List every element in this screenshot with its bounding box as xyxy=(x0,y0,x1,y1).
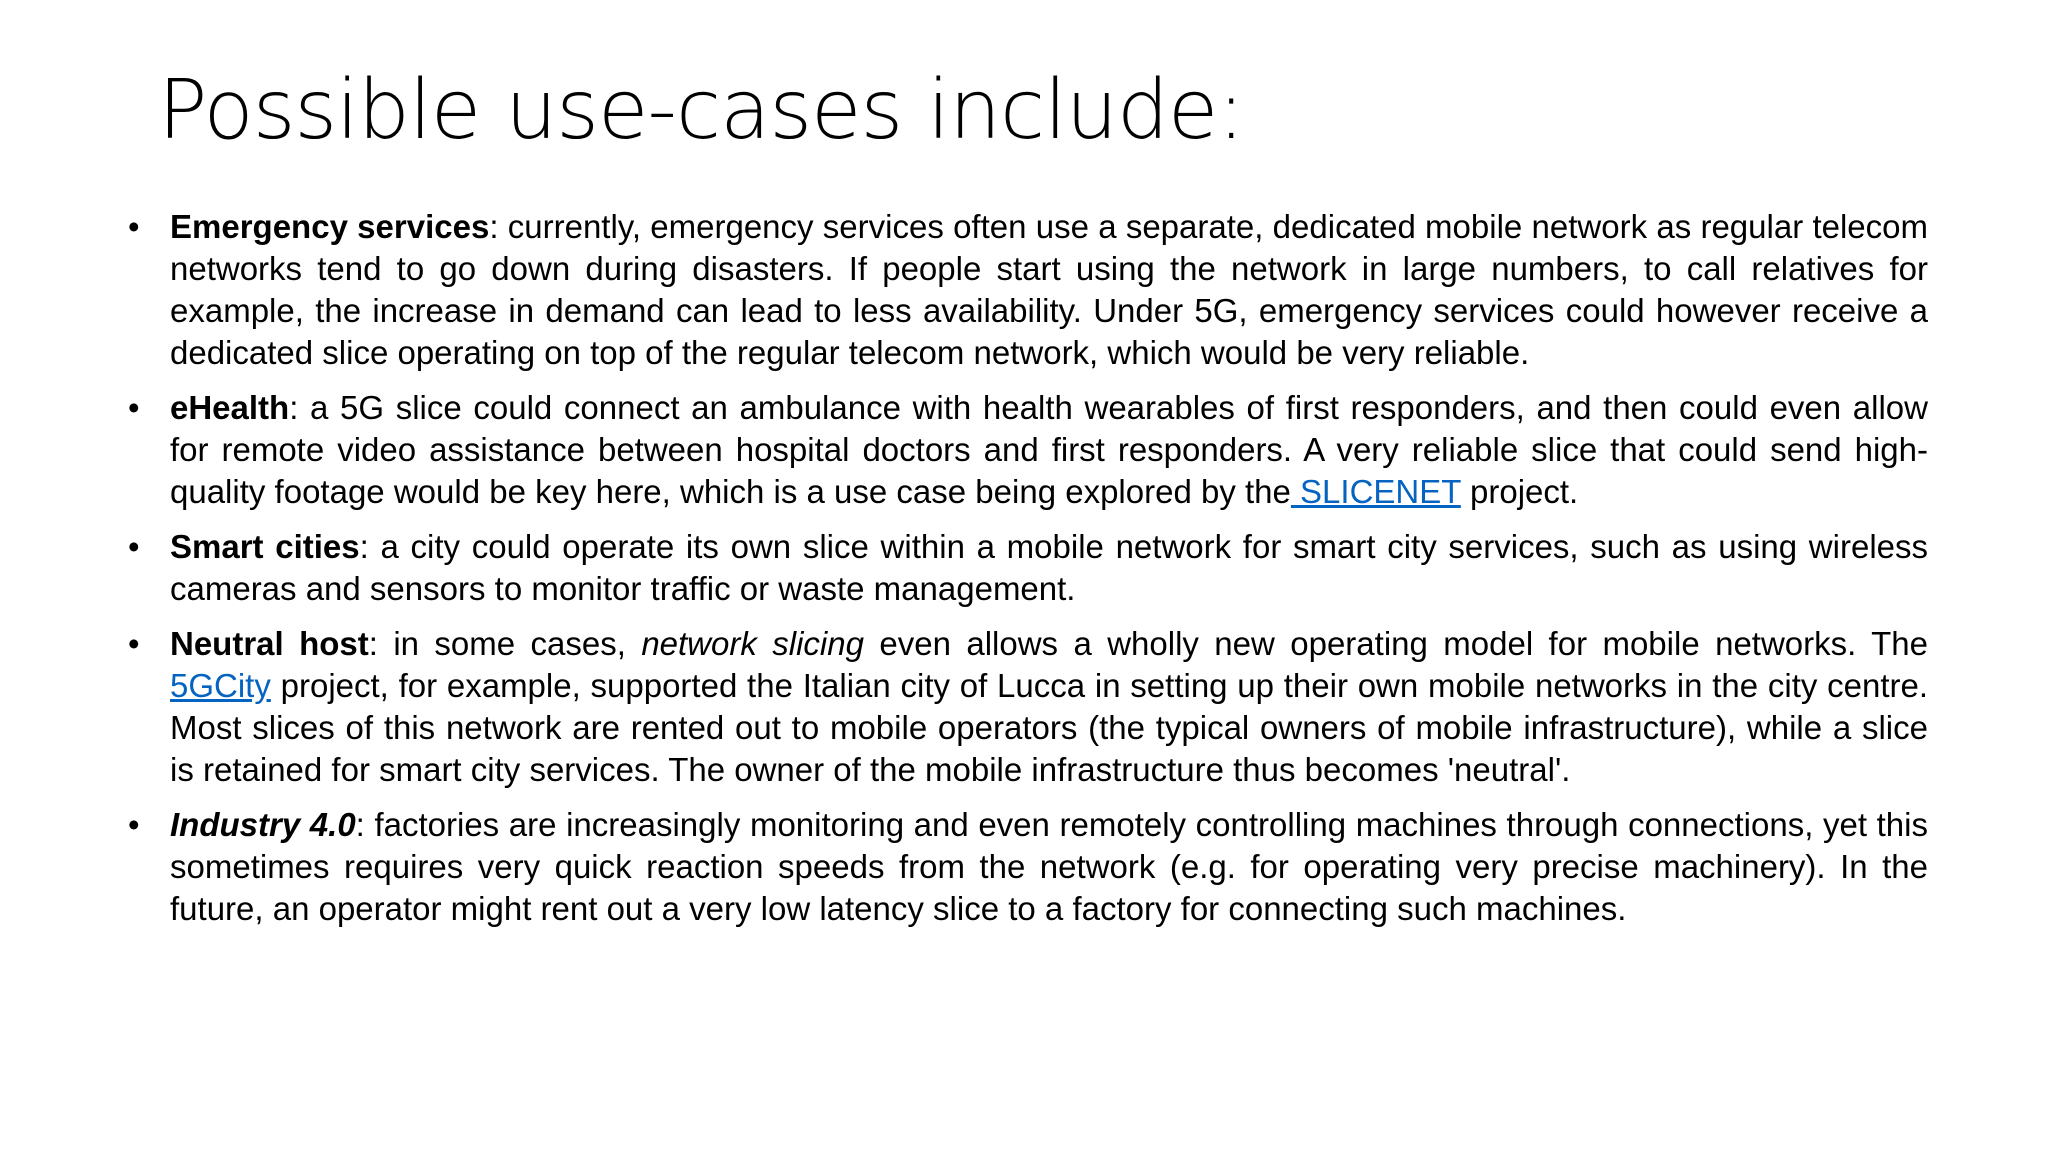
item-text-after: project. xyxy=(1460,473,1579,510)
item-text-middle: even allows a wholly new operating model for mobile networks. The xyxy=(863,625,1928,662)
item-term: Industry 4.0 xyxy=(170,806,356,843)
bullet-list xyxy=(128,206,1928,943)
list-item-industry-4-0 xyxy=(128,804,1928,930)
item-term: Neutral host xyxy=(170,625,369,662)
5gcity-link[interactable]: 5GCity xyxy=(170,667,271,704)
list-item-ehealth xyxy=(128,387,1928,513)
item-term: eHealth xyxy=(170,389,290,426)
slide-title: Possible use-cases include: xyxy=(158,63,1245,158)
bullet-icon: • xyxy=(128,208,140,245)
list-item-neutral-host xyxy=(128,623,1928,791)
item-term: Smart cities xyxy=(170,528,360,565)
bullet-icon: • xyxy=(128,806,140,843)
item-text: : a 5G slice could connect an ambulance with health wearables of first responders, and then could even allow for remote video assistance between hospital doctors and first responders. A very reliable slice that could send high-quality footage would be key here, which is a use case being explored by the xyxy=(170,389,1928,510)
item-text-after: project, for example, supported the Italian city of Lucca in setting up their own mobile networks in the city centre. Most slices of this network are rented out to mobile operators (the typical owners of mobile infrastructure), while a slice is retained for smart city services. The owner of the mobile infrastructure thus becomes 'neutral'. xyxy=(170,667,1928,788)
item-text: : in some cases, xyxy=(368,625,642,662)
item-term: Emergency services xyxy=(170,208,490,245)
bullet-icon: • xyxy=(128,389,140,426)
item-text: : currently, emergency services often use a separate, dedicated mobile network as regular telecom networks tend to go down during disasters. If people start using the network in large numbers, to call relatives for example, the increase in demand can lead to less availability. Under 5G, emergency services could however receive a dedicated slice operating on top of the regular telecom network, which would be very reliable. xyxy=(170,208,1928,371)
slicenet-link[interactable]: SLICENET xyxy=(1290,473,1461,510)
item-text: : factories are increasingly monitoring and even remotely controlling machines through connections, yet this sometimes requires very quick reaction speeds from the network (e.g. for operating very precise machinery). In the future, an operator might rent out a very low latency slice to a factory for connecting such machines. xyxy=(170,806,1928,927)
list-item-emergency-services xyxy=(128,206,1928,374)
item-emphasis: network slicing xyxy=(641,625,864,662)
bullet-icon: • xyxy=(128,528,140,565)
list-item-smart-cities xyxy=(128,526,1928,610)
bullet-icon: • xyxy=(128,625,140,662)
item-text: : a city could operate its own slice within a mobile network for smart city services, such as using wireless cameras and sensors to monitor traffic or waste management. xyxy=(170,528,1929,607)
